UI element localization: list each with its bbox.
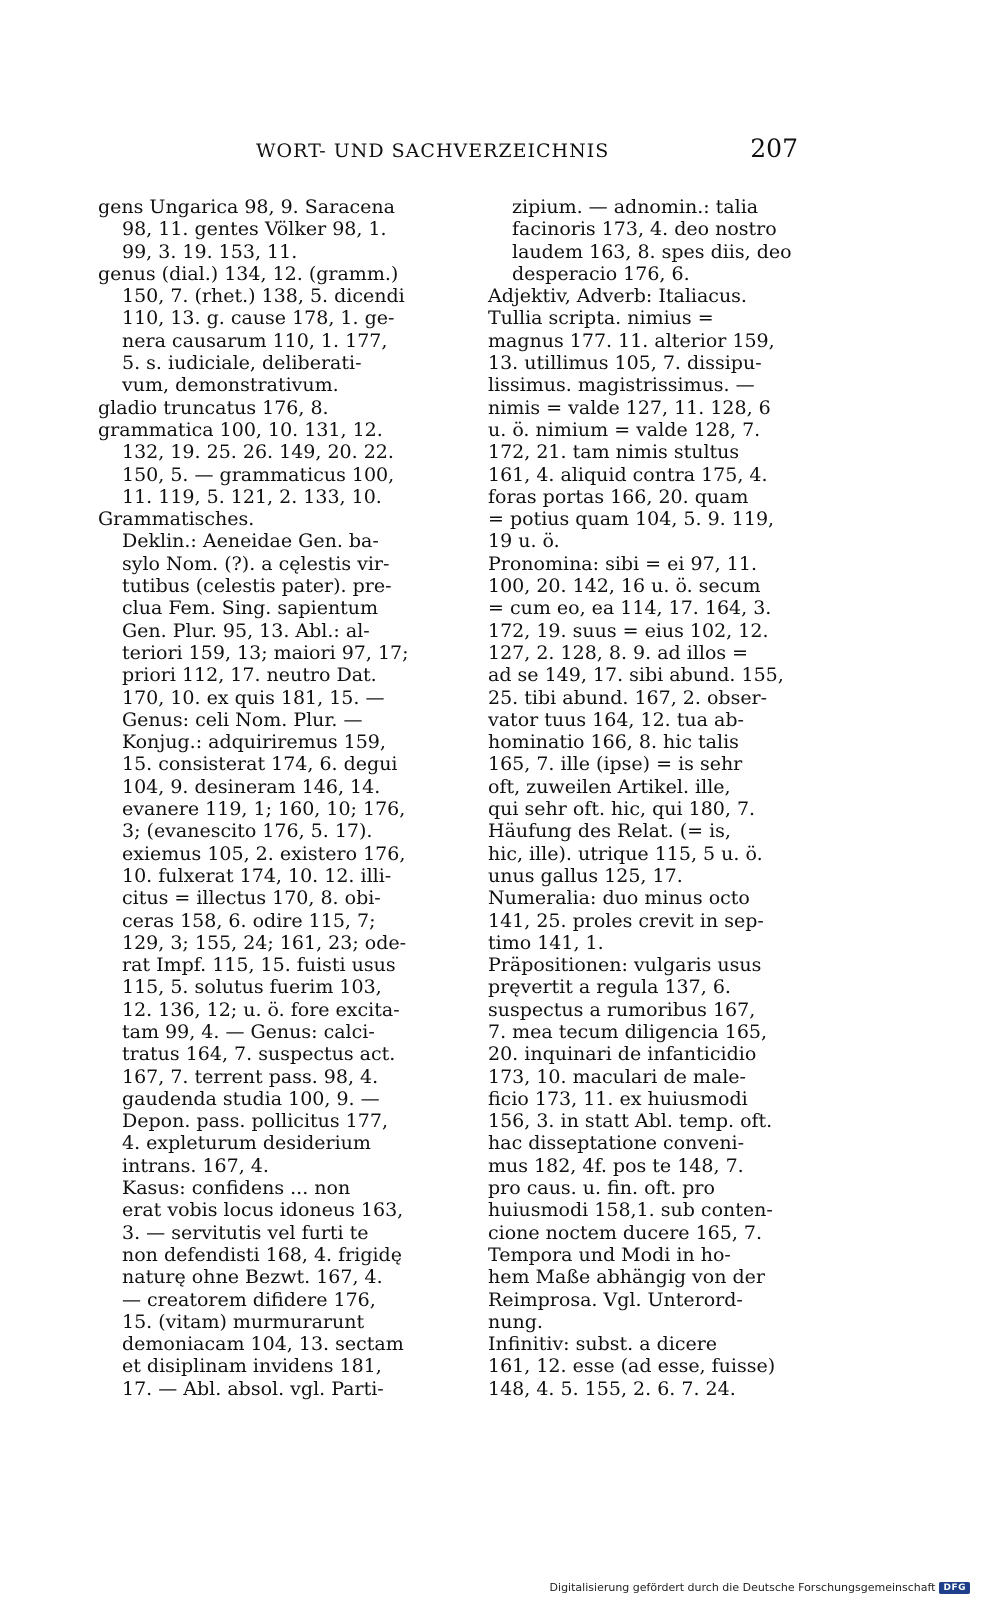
index-line: — creatorem difidere 176, bbox=[122, 1288, 376, 1311]
index-line: 3. — servitutis vel furti te bbox=[122, 1221, 369, 1244]
index-line: hac disseptatione conveni- bbox=[488, 1132, 745, 1155]
index-line: vum, demonstrativum. bbox=[122, 374, 339, 397]
index-line: mus 182, 4f. pos te 148, 7. bbox=[488, 1154, 744, 1177]
index-line: 13. utillimus 105, 7. dissipu- bbox=[488, 352, 762, 375]
index-line: 15. (vitam) murmurarunt bbox=[122, 1310, 365, 1333]
index-line: et disiplinam invidens 181, bbox=[122, 1355, 382, 1378]
index-line: laudem 163, 8. spes diis, deo bbox=[512, 240, 792, 263]
index-line: tutibus (celestis pater). pre- bbox=[122, 575, 392, 598]
index-line: Präpositionen: vulgaris usus bbox=[488, 954, 762, 977]
index-line: 161, 4. aliquid contra 175, 4. bbox=[488, 463, 768, 486]
index-line: tratus 164, 7. suspectus act. bbox=[122, 1043, 396, 1066]
page-number: 207 bbox=[750, 134, 798, 163]
dfg-logo: DFG bbox=[939, 1582, 970, 1594]
index-line: 156, 3. in statt Abl. temp. oft. bbox=[488, 1110, 773, 1133]
index-line: Tullia scripta. nimius = bbox=[488, 307, 714, 330]
index-line: pręvertit a regula 137, 6. bbox=[488, 976, 731, 999]
index-line: zipium. — adnomin.: talia bbox=[512, 196, 759, 218]
index-line: Tempora und Modi in ho- bbox=[488, 1243, 731, 1266]
index-line: 11. 119, 5. 121, 2. 133, 10. bbox=[122, 485, 382, 508]
index-line: 98, 11. gentes Völker 98, 1. bbox=[122, 218, 387, 241]
index-line: ad se 149, 17. sibi abund. 155, bbox=[488, 664, 784, 687]
index-line: 115, 5. solutus fuerim 103, bbox=[122, 976, 382, 999]
index-line: lissimus. magistrissimus. — bbox=[488, 374, 755, 397]
index-line: u. ö. nimium = valde 128, 7. bbox=[488, 418, 761, 441]
index-line: 172, 19. suus = eius 102, 12. bbox=[488, 619, 769, 642]
index-line: 165, 7. ille (ipse) = is sehr bbox=[488, 753, 743, 776]
running-title: WORT- UND SACHVERZEICHNIS bbox=[256, 140, 610, 162]
index-line: Gen. Plur. 95, 13. Abl.: al- bbox=[122, 619, 370, 642]
index-line: Kasus: confidens ... non bbox=[122, 1177, 351, 1200]
index-line: 25. tibi abund. 167, 2. obser- bbox=[488, 686, 768, 709]
index-line: Genus: celi Nom. Plur. — bbox=[122, 708, 363, 731]
index-line: cione noctem ducere 165, 7. bbox=[488, 1221, 763, 1244]
index-line: citus = illectus 170, 8. obi- bbox=[122, 887, 381, 910]
index-line: 148, 4. 5. 155, 2. 6. 7. 24. bbox=[488, 1377, 736, 1400]
index-line: Adjektiv, Adverb: Italiacus. bbox=[488, 285, 747, 308]
index-line: Konjug.: adquiriremus 159, bbox=[122, 731, 386, 754]
right-index-column bbox=[488, 196, 798, 1400]
index-line: Infinitiv: subst. a dicere bbox=[488, 1333, 718, 1356]
index-line: desperacio 176, 6. bbox=[512, 262, 690, 285]
index-line: hominatio 166, 8. hic talis bbox=[488, 731, 739, 754]
index-line: unus gallus 125, 17. bbox=[488, 864, 683, 887]
index-line: ficio 173, 11. ex huiusmodi bbox=[488, 1087, 748, 1110]
index-line: 167, 7. terrent pass. 98, 4. bbox=[122, 1065, 379, 1088]
index-line: 19 u. ö. bbox=[488, 530, 560, 553]
index-line: evanere 119, 1; 160, 10; 176, bbox=[122, 798, 406, 821]
index-line: Depon. pass. pollicitus 177, bbox=[122, 1110, 388, 1133]
index-line: tam 99, 4. — Genus: calci- bbox=[122, 1020, 375, 1043]
index-line: 161, 12. esse (ad esse, fuisse) bbox=[488, 1355, 776, 1378]
index-line: rat Impf. 115, 15. fuisti usus bbox=[122, 954, 396, 977]
index-line: 20. inquinari de infanticidio bbox=[488, 1043, 757, 1066]
page-header bbox=[96, 134, 798, 170]
index-line: facinoris 173, 4. deo nostro bbox=[512, 218, 777, 241]
index-line: Häufung des Relat. (= is, bbox=[488, 820, 731, 843]
index-line: gladio truncatus 176, 8. bbox=[98, 396, 329, 419]
index-line: clua Fem. Sing. sapientum bbox=[122, 597, 379, 620]
index-line: 173, 10. maculari de male- bbox=[488, 1065, 746, 1088]
index-line: 170, 10. ex quis 181, 15. — bbox=[122, 686, 385, 709]
index-line: 12. 136, 12; u. ö. fore excita- bbox=[122, 998, 400, 1021]
index-line: = potius quam 104, 5. 9. 119, bbox=[488, 508, 775, 531]
index-line: = cum eo, ea 114, 17. 164, 3. bbox=[488, 597, 772, 620]
index-line: erat vobis locus idoneus 163, bbox=[122, 1199, 404, 1222]
index-line: Numeralia: duo minus octo bbox=[488, 887, 750, 910]
index-line: nera causarum 110, 1. 177, bbox=[122, 329, 388, 352]
index-line: 141, 25. proles crevit in sep- bbox=[488, 909, 764, 932]
index-line: 99, 3. 19. 153, 11. bbox=[122, 240, 298, 263]
index-line: gaudenda studia 100, 9. — bbox=[122, 1087, 380, 1110]
index-line: 17. — Abl. absol. vgl. Parti- bbox=[122, 1377, 384, 1400]
index-line: Pronomina: sibi = ei 97, 11. bbox=[488, 552, 757, 575]
index-line: Grammatisches. bbox=[98, 508, 255, 531]
index-line: 15. consisterat 174, 6. degui bbox=[122, 753, 398, 776]
index-line: nimis = valde 127, 11. 128, 6 bbox=[488, 396, 771, 419]
index-line: vator tuus 164, 12. tua ab- bbox=[488, 708, 744, 731]
index-line: genus (dial.) 134, 12. (gramm.) bbox=[98, 262, 399, 285]
index-line: 100, 20. 142, 16 u. ö. secum bbox=[488, 575, 761, 598]
digitization-credit bbox=[550, 1581, 970, 1594]
index-line: 150, 7. (rhet.) 138, 5. dicendi bbox=[122, 285, 405, 308]
index-line: ceras 158, 6. odire 115, 7; bbox=[122, 909, 376, 932]
index-line: suspectus a rumoribus 167, bbox=[488, 998, 756, 1021]
index-line: huiusmodi 158,1. sub conten- bbox=[488, 1199, 773, 1222]
credit-text: Digitalisierung gefördert durch die Deutsche Forschungsgemeinschaft bbox=[549, 1581, 936, 1594]
index-line: exiemus 105, 2. existero 176, bbox=[122, 842, 406, 865]
index-line: 132, 19. 25. 26. 149, 20. 22. bbox=[122, 441, 394, 464]
index-line: priori 112, 17. neutro Dat. bbox=[122, 664, 377, 687]
index-line: sylo Nom. (?). a cęlestis vir- bbox=[122, 552, 390, 575]
index-line: non defendisti 168, 4. frigidę bbox=[122, 1243, 402, 1266]
index-line: gens Ungarica 98, 9. Saracena bbox=[98, 196, 395, 218]
index-line: teriori 159, 13; maiori 97, 17; bbox=[122, 641, 409, 664]
index-line: 4. expleturum desiderium bbox=[122, 1132, 371, 1155]
index-line: 150, 5. — grammaticus 100, bbox=[122, 463, 395, 486]
index-line: nung. bbox=[488, 1310, 543, 1333]
index-line: Deklin.: Aeneidae Gen. ba- bbox=[122, 530, 379, 553]
index-line: grammatica 100, 10. 131, 12. bbox=[98, 418, 383, 441]
index-line: 110, 13. g. cause 178, 1. ge- bbox=[122, 307, 395, 330]
index-line: demoniacam 104, 13. sectam bbox=[122, 1333, 404, 1356]
index-line: 10. fulxerat 174, 10. 12. illi- bbox=[122, 864, 392, 887]
index-line: foras portas 166, 20. quam bbox=[488, 485, 749, 508]
index-line: 129, 3; 155, 24; 161, 23; ode- bbox=[122, 931, 407, 954]
index-line: hem Maße abhängig von der bbox=[488, 1266, 765, 1289]
index-line: 5. s. iudiciale, deliberati- bbox=[122, 352, 362, 375]
index-line: 127, 2. 128, 8. 9. ad illos = bbox=[488, 641, 749, 664]
index-line: Reimprosa. Vgl. Unterord- bbox=[488, 1288, 743, 1311]
left-index-column bbox=[98, 196, 433, 1400]
index-line: magnus 177. 11. alterior 159, bbox=[488, 329, 775, 352]
index-line: qui sehr oft. hic, qui 180, 7. bbox=[488, 798, 756, 821]
index-line: intrans. 167, 4. bbox=[122, 1154, 269, 1177]
index-line: 172, 21. tam nimis stultus bbox=[488, 441, 740, 464]
index-line: hic, ille). utrique 115, 5 u. ö. bbox=[488, 842, 763, 865]
index-line: pro caus. u. fin. oft. pro bbox=[488, 1177, 715, 1200]
index-line: 104, 9. desineram 146, 14. bbox=[122, 775, 381, 798]
index-line: timo 141, 1. bbox=[488, 931, 604, 954]
index-line: oft, zuweilen Artikel. ille, bbox=[488, 775, 731, 798]
index-line: 3; (evanescito 176, 5. 17). bbox=[122, 820, 373, 843]
index-line: 7. mea tecum diligencia 165, bbox=[488, 1020, 768, 1043]
index-line: naturę ohne Bezwt. 167, 4. bbox=[122, 1266, 383, 1289]
